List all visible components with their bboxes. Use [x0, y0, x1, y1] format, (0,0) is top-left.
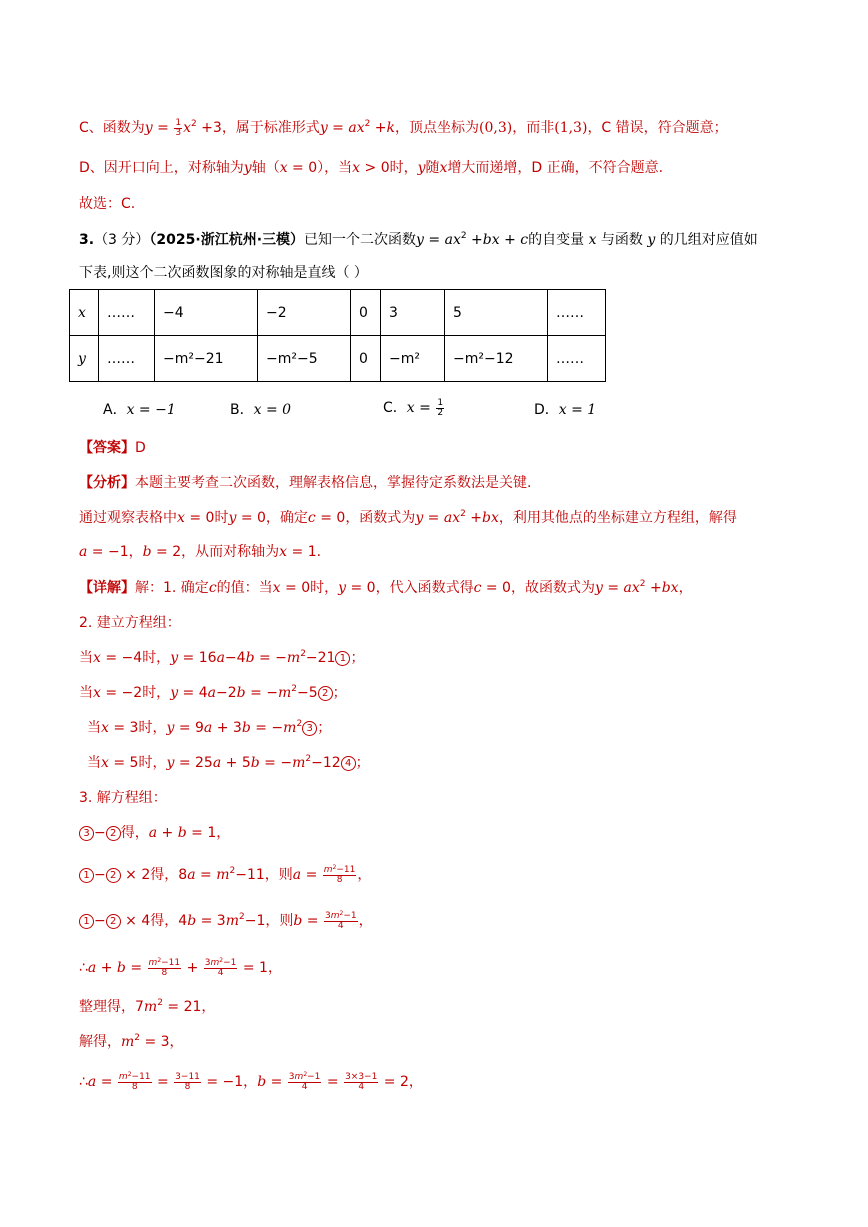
analysis-line-3: a = −1，b = 2，从而对称轴为x = 1. — [79, 544, 322, 560]
detail-line-1: 【详解】解：1. 确定c的值：当x = 0时，y = 0，代入函数式得c = 0，故函数式为$y = ax^2 +bx$， — [79, 579, 693, 596]
solve-4: ∴a + b = $\frac{m^2-11}{8}$ + $\frac{3m^2-1}{4}$ = 1， — [79, 956, 282, 978]
eq-3: 当x = 3时，$y = 9a + 3b = -m^2$ 3 ； — [87, 719, 332, 736]
eq-2: 当x = −2时，$y = 4a-2b = -m^2-5$ 2 ； — [79, 684, 347, 701]
eq-1: 当x = −4时，$y = 16a-4b = -m^2-21$ 1 ； — [79, 649, 365, 666]
analysis-line-2: 通过观察表格中x = 0时y = 0，确定c = 0，函数式为$y = ax^2 +bx$，利用其他点的坐标建立方程组，解得 — [79, 509, 737, 526]
solve-7: ∴a = $\frac{m^2-11}{8}$ = $\frac{3-11}{8}$ = −1，b = $\frac{3m^2-1}{4}$ = $\frac{3\times 3-1}{4}$ = 2， — [79, 1070, 423, 1092]
explain-d: D、因开口向上，对称轴为y轴（x = 0），当x > 0时，y随x增大而递增，D 正确，不符合题意. — [79, 160, 664, 176]
answer-line: 【答案】D — [79, 440, 146, 456]
solve-6: 解得，$m^2 = 3$， — [79, 1033, 184, 1050]
value-table — [69, 289, 606, 382]
choose-line: 故选：C. — [79, 196, 136, 212]
option-c[interactable]: C．x = $\frac{1}{2}$ — [383, 397, 444, 418]
table-row: x …… −4 −2 0 3 5 …… — [70, 290, 606, 336]
solve-3: 1 − 2 × 4得，$4b = 3m^2-1$，则b = $\frac{3m^2-1}{4}$ ， — [79, 911, 373, 931]
option-b[interactable]: B．x = 0 — [230, 402, 292, 418]
question-3-line2: 下表,则这个二次函数图象的对称轴是直线（ ） — [79, 265, 368, 281]
solve-1: 3 − 2 得，a + b = 1， — [79, 823, 230, 843]
step-3: 3. 解方程组： — [79, 790, 167, 806]
step-2: 2. 建立方程组： — [79, 615, 181, 631]
question-3: 3.（3 分）（2025·浙江杭州·三模）已知一个二次函数$y = ax^2 +bx + c$的自变量 x 与函数 y 的几组对应值如 — [79, 231, 758, 248]
option-a[interactable]: A．x = −1 — [103, 402, 176, 418]
analysis-line: 【分析】本题主要考查二次函数，理解表格信息，掌握待定系数法是关键. — [79, 475, 532, 491]
solve-2: 1 − 2 × 2得，$8a = m^2-11$，则a = $\frac{m^2-11}{8}$ ， — [79, 865, 371, 885]
explain-c: C、函数为y = $\frac{1}{3}$ $x^2 +3$，属于标准形式$y = ax^2 +k$，顶点坐标为(0,3)，而非(1,3)，C 错误，符合题意； — [79, 117, 728, 138]
table-row: y …… −m²−21 −m²−5 0 −m² −m²−12 …… — [70, 336, 606, 382]
eq-4: 当x = 5时，$y = 25a + 5b = -m^2-12$ 4 ； — [87, 754, 370, 771]
option-d[interactable]: D．x = 1 — [534, 402, 597, 418]
solve-5: 整理得，$7m^2 = 21$， — [79, 998, 216, 1015]
